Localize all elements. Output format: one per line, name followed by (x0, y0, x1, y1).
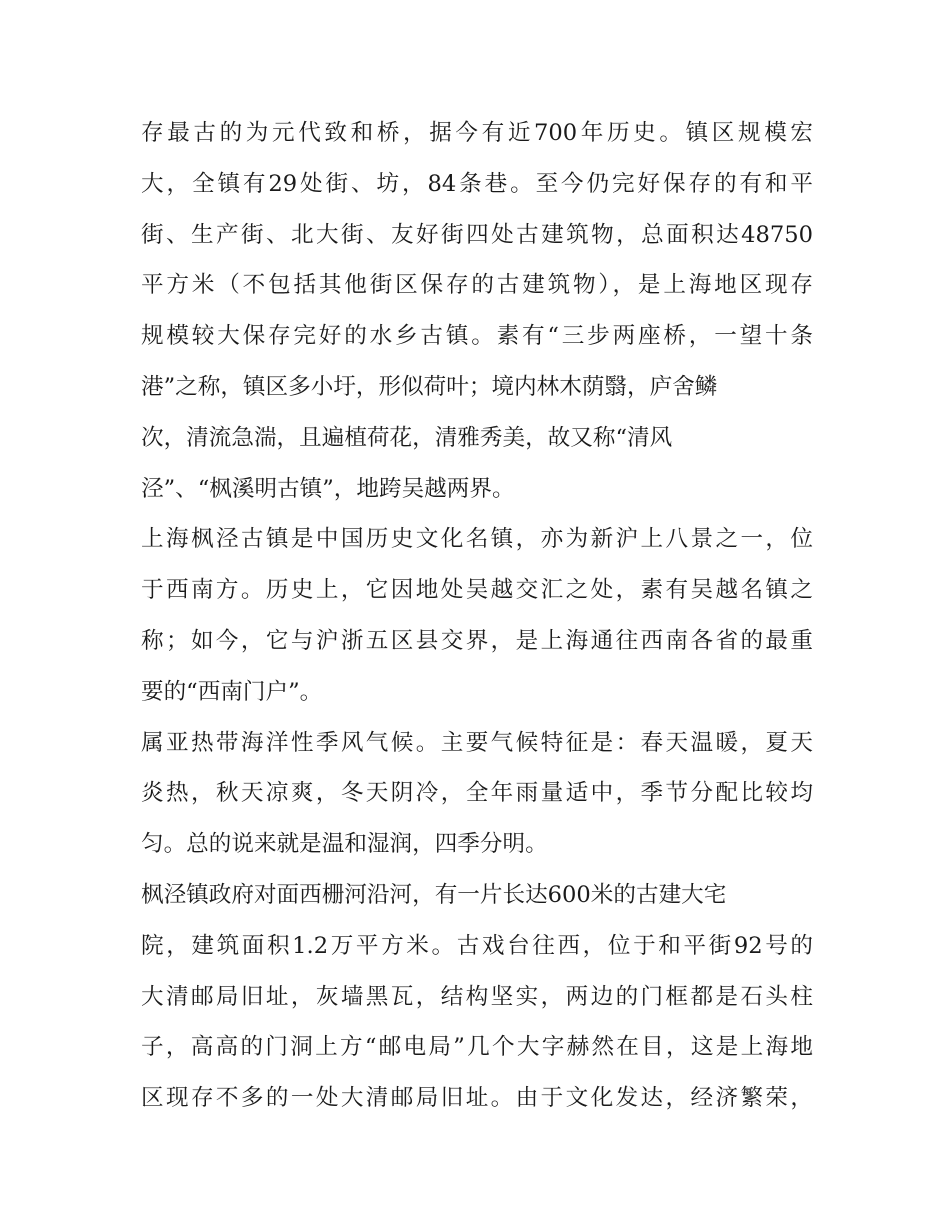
document-body (141, 108, 813, 1124)
text-line: 于西南方。历史上，它因地处吴越交汇之处，素有吴越名镇之 (141, 577, 813, 604)
paragraph-history (141, 108, 813, 514)
text-line: 上海枫泾古镇是中国历史文化名镇，亦为新沪上八景之一，位 (141, 526, 813, 553)
text-line: 区现存不多的一处大清邮局旧址。由于文化发达，经济繁荣， (141, 1085, 813, 1112)
text-line: 炎热，秋天凉爽，冬天阴冷，全年雨量适中，季节分配比较均 (141, 780, 813, 807)
text-line: 街、生产街、北大街、友好街四处古建筑物，总面积达48750 (141, 221, 813, 248)
text-line: 院，建筑面积1.2万平方米。古戏台往西，位于和平街92号的 (141, 932, 813, 959)
text-line: 称；如今，它与沪浙五区县交界，是上海通往西南各省的最重 (141, 627, 813, 654)
text-line: 港”之称，镇区多小圩，形似荷叶；境内林木荫翳，庐舍鳞 (141, 373, 718, 400)
text-line: 次，清流急湍，且遍植荷花，清雅秀美，故又称“清风 (141, 424, 673, 451)
paragraph-climate (141, 718, 813, 870)
text-line: 大清邮局旧址，灰墙黑瓦，结构坚实，两边的门框都是石头柱 (141, 983, 813, 1010)
text-line: 子，高高的门洞上方“邮电局”几个大字赫然在目，这是上海地 (141, 1034, 813, 1061)
paragraph-architecture (141, 870, 813, 1124)
text-line: 要的“西南门户”。 (141, 678, 323, 705)
text-line: 枫泾镇政府对面西栅河沿河，有一片长达600米的古建大宅 (141, 881, 727, 908)
text-line: 属亚热带海洋性季风气候。主要气候特征是：春天温暖，夏天 (141, 729, 813, 756)
paragraph-location (141, 514, 813, 717)
text-line: 规模较大保存完好的水乡古镇。素有“三步两座桥，一望十条 (141, 323, 813, 350)
text-line: 匀。总的说来就是温和湿润，四季分明。 (141, 831, 548, 858)
text-line: 泾”、“枫溪明古镇”，地跨吴越两界。 (141, 475, 515, 502)
text-line: 平方米（不包括其他街区保存的古建筑物），是上海地区现存 (141, 272, 813, 299)
text-line: 存最古的为元代致和桥，据今有近700年历史。镇区规模宏 (141, 120, 813, 146)
text-line: 大，全镇有29处街、坊，84条巷。至今仍完好保存的有和平 (141, 170, 813, 197)
